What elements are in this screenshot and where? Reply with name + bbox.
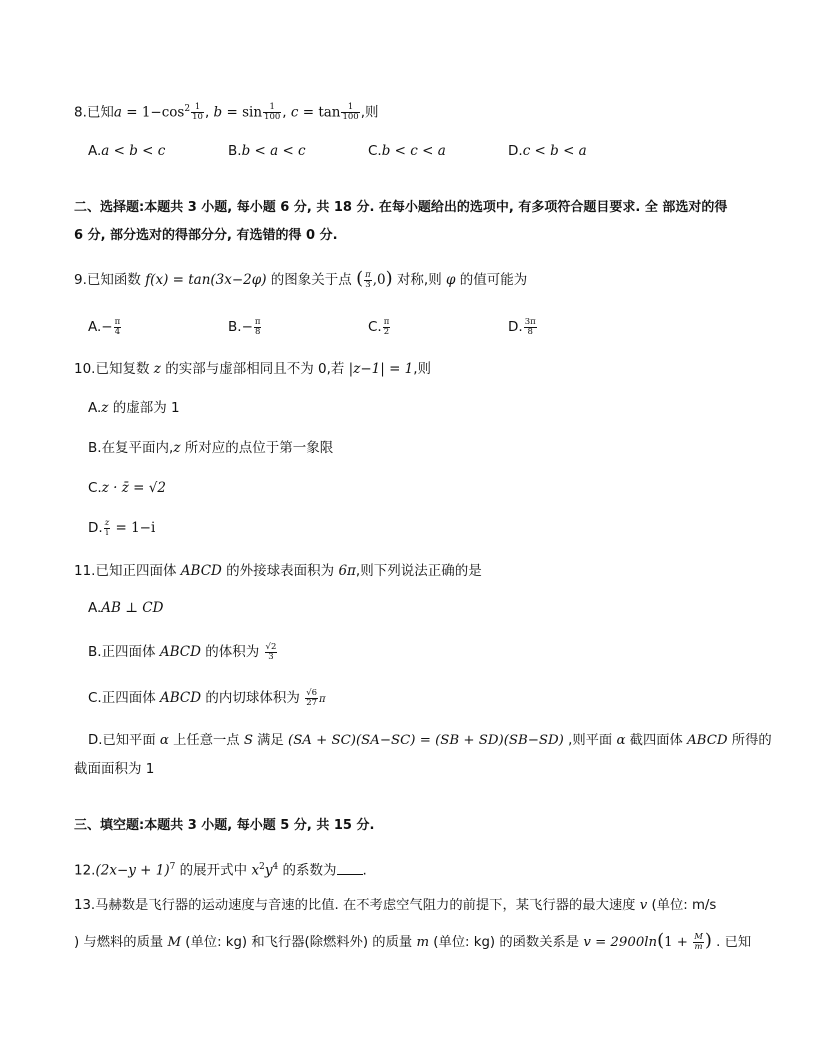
- section-2-heading: 二、选择题:本题共 3 小题, 每小题 6 分, 共 18 分. 在每小题给出的选项中, 有多项符合题目要求. 全 部选对的得: [74, 200, 728, 215]
- fraction: $\frac{1}{100}$: [264, 102, 281, 122]
- q11-option-d: D.已知平面 α 上任意一点 S 满足 (SA + SC)(SA−SC) = (SB + SD)(SB−SD) ,则平面 α 截四面体 ABCD 所得的: [88, 733, 772, 748]
- q11-option-d-cont: 截面面积为 1: [74, 761, 155, 777]
- q8-option-c: C.b < c < a: [368, 143, 446, 159]
- q11-option-a: A.AB ⊥ CD: [88, 600, 164, 616]
- fraction: $\frac{\pi}{3}$: [365, 269, 371, 290]
- fraction: $\frac{1}{10}$: [192, 102, 203, 122]
- q13-stem-cont: ) 与燃料的质量 M (单位: kg) 和飞行器(除燃料外) 的质量 m (单位: kg) 的函数关系是 v = 2900ln(1 + $\frac{M}{m}$ ) . 已知: [74, 930, 752, 952]
- q13-stem: 13.马赫数是飞行器的运动速度与音速的比值. 在不考虑空气阻力的前提下，某飞行器的最大速度 v (单位: m/s: [74, 898, 717, 913]
- answer-blank: [337, 860, 363, 875]
- q9-stem: 9.已知函数 f(x) = tan(3x−2φ) 的图象关于点 ( $\frac{\pi}{3}$ ,0) 对称,则 φ 的值可能为: [74, 268, 528, 290]
- q10-option-a: A.z 的虚部为 1: [88, 400, 180, 416]
- q11-option-c: C.正四面体 ABCD 的内切球体积为 $\frac{√6}{27}$ π: [88, 687, 326, 708]
- q10-option-b: B.在复平面内,z 所对应的点位于第一象限: [88, 440, 334, 456]
- q8-option-b: B.b < a < c: [228, 143, 306, 159]
- q9-option-a: A.− $\frac{\pi}{4}$: [88, 316, 121, 337]
- section-2-heading-cont: 6 分, 部分选对的得部分分, 有选错的得 0 分.: [74, 228, 338, 243]
- q8-stem: 8.已知$a = 1-\cos^2$ $\frac{1}{10}$ , b = sin $\frac{1}{100}$ , c = tan $\frac{1}{100}$ ,则: [74, 102, 379, 122]
- q12-stem: $12.(2x-y + 1)^7$ 的展开式中 $x^2y^4$ 的系数为 .: [74, 857, 367, 881]
- q9-option-c: C. $\frac{\pi}{2}$: [368, 316, 390, 337]
- q10-option-c: C.z · z̄ = √2: [88, 480, 166, 496]
- q10-stem: 10.已知复数 z 的实部与虚部相同且不为 0,若 |z−1| = 1,则: [74, 361, 432, 377]
- q11-stem: 11.已知正四面体 ABCD 的外接球表面积为 6π,则下列说法正确的是: [74, 563, 482, 579]
- q8-option-d: D.c < b < a: [508, 143, 587, 159]
- q11-option-b: B.正四面体 ABCD 的体积为 $\frac{√2}{3}$: [88, 641, 277, 662]
- q10-option-d: D. $\frac{z}{i}$ = 1−i: [88, 517, 156, 538]
- q8-option-a: A.a < b < c: [88, 143, 166, 159]
- fraction: $\frac{1}{100}$: [342, 102, 359, 122]
- q9-option-b: B.− $\frac{\pi}{8}$: [228, 316, 261, 337]
- q9-option-d: D. $\frac{3\pi}{8}$: [508, 316, 536, 337]
- section-3-heading: 三、填空题:本题共 3 小题, 每小题 5 分, 共 15 分.: [74, 818, 375, 833]
